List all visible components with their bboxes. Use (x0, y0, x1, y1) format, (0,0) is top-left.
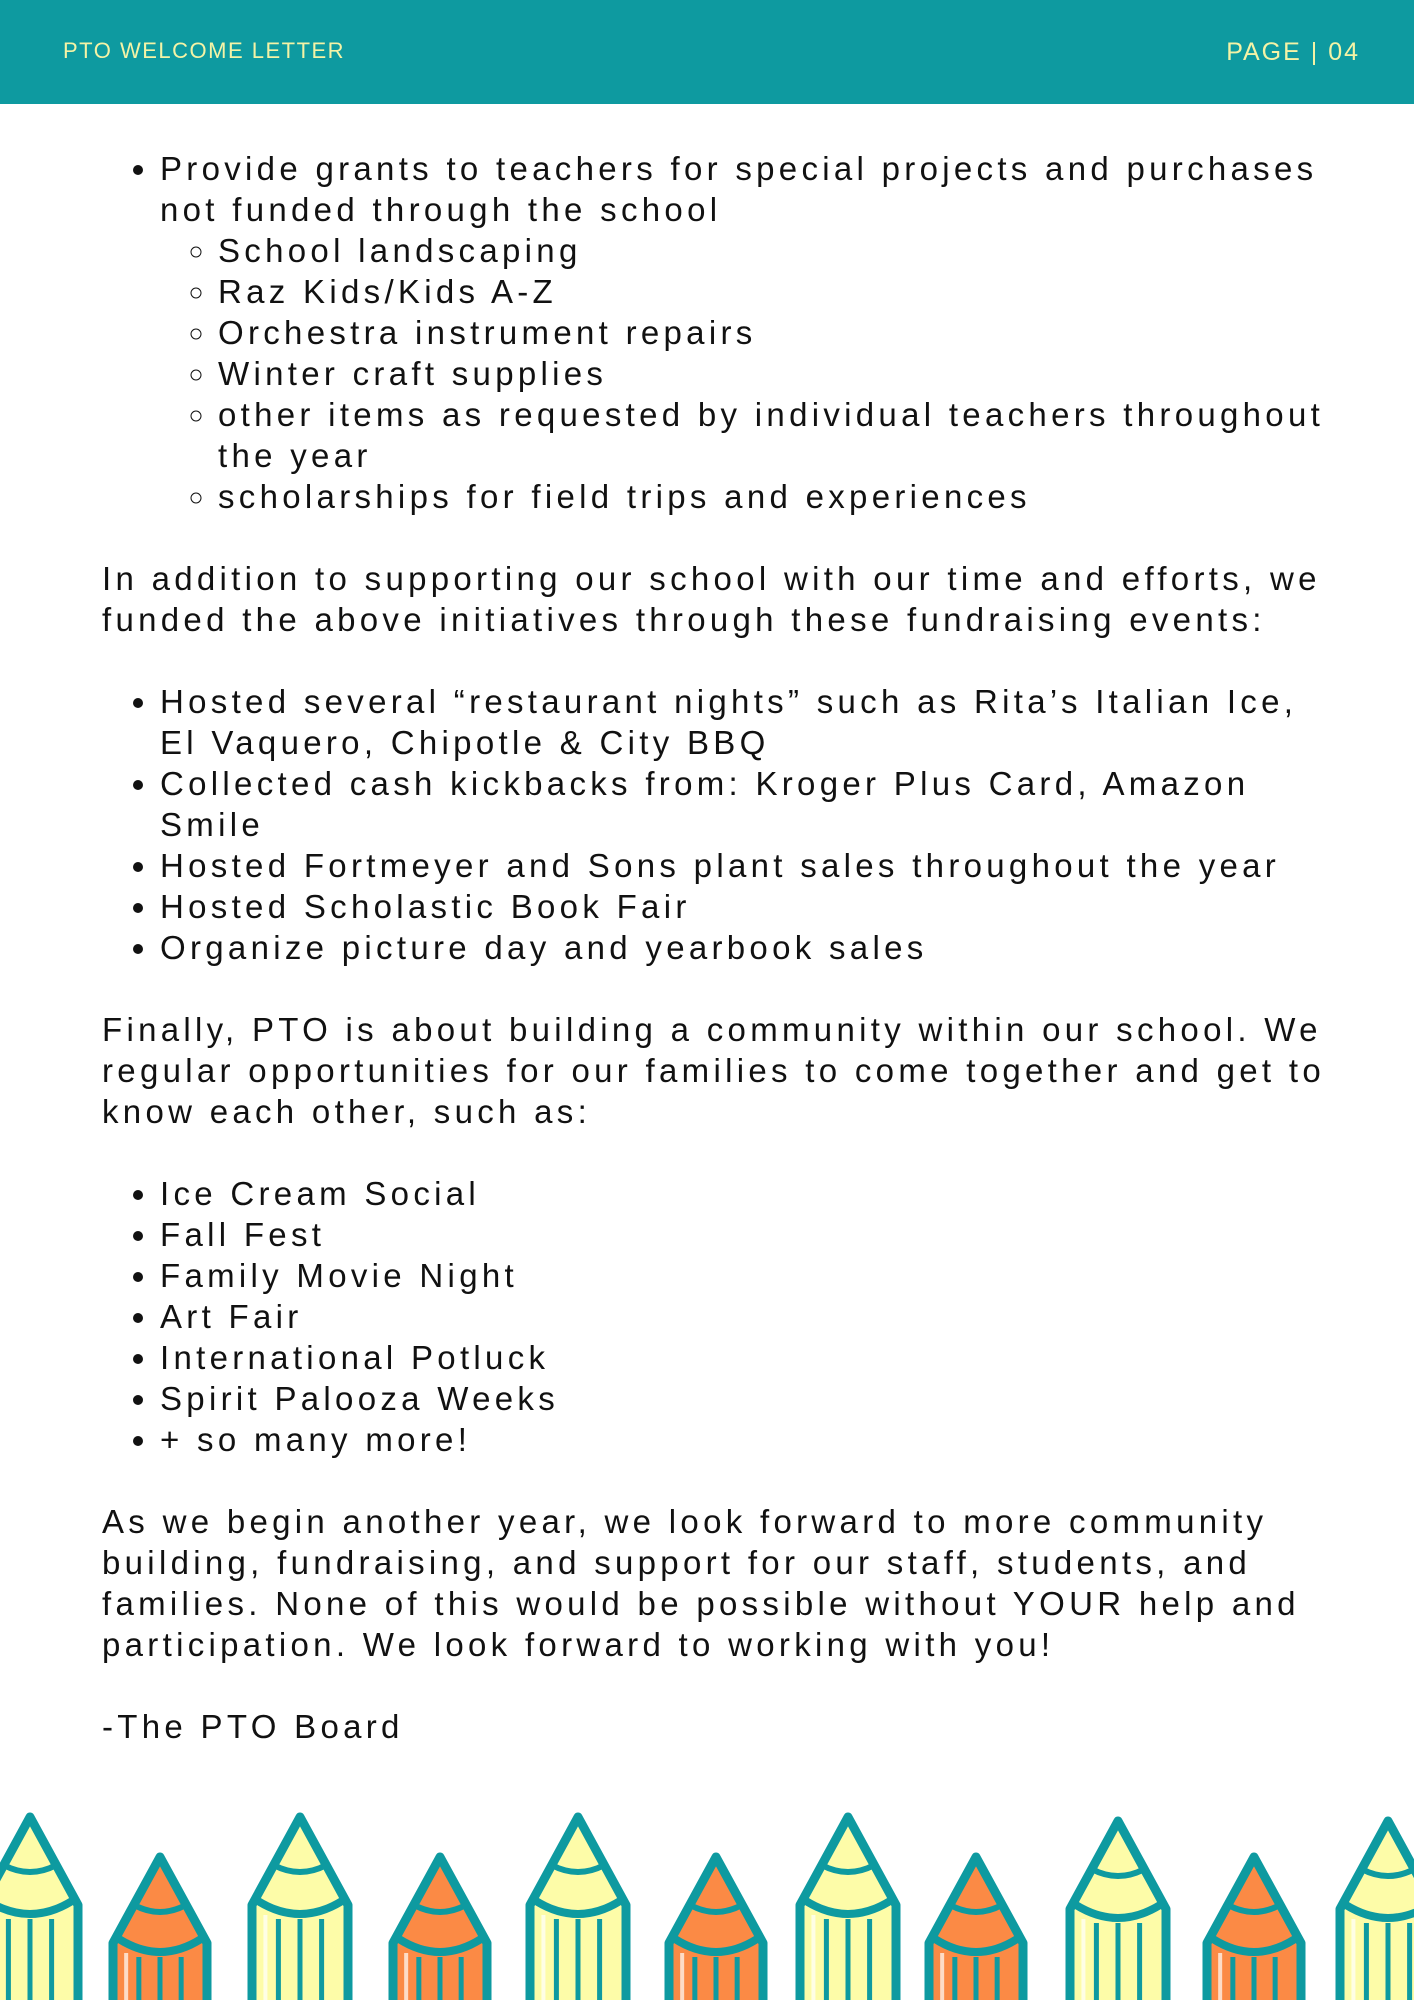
list-item: • Family Movie Night (160, 1255, 1332, 1296)
list-item: • Hosted Scholastic Book Fair (160, 886, 1332, 927)
list-item: • Art Fair (160, 1296, 1332, 1337)
pencil-icon (252, 1817, 348, 2000)
grants-item-text: Provide grants to teachers for special projects and purchases not funded through the school (160, 150, 1318, 228)
pencil-icon (393, 1857, 487, 2000)
letter-body (102, 148, 1332, 1747)
sublist-item: ◦ School landscaping (218, 230, 1332, 271)
sublist-item: ◦ Orchestra instrument repairs (218, 312, 1332, 353)
page-header (0, 0, 1414, 104)
sublist-item: ◦ scholarships for field trips and experiences (218, 476, 1332, 517)
fundraising-intro: In addition to supporting our school with our time and efforts, we funded the above initiatives through these fundraising events: (102, 560, 1321, 638)
list-item: • International Potluck (160, 1337, 1332, 1378)
grants-list (102, 148, 1332, 517)
list-item: • Spirit Palooza Weeks (160, 1378, 1332, 1419)
list-item: • Organize picture day and yearbook sales (160, 927, 1332, 968)
signature: -The PTO Board (102, 1708, 404, 1745)
sublist-item: ◦ Winter craft supplies (218, 353, 1332, 394)
list-item: • Hosted several “restaurant nights” such as Rita’s Italian Ice, El Vaquero, Chipotle & City BBQ (160, 681, 1332, 763)
pencil-icon (800, 1817, 896, 2000)
pencil-icon (113, 1857, 207, 2000)
closing-paragraph: As we begin another year, we look forward to more community building, fundraising, and support for our staff, students, and families. None of this would be possible without YOUR help and participation. We look forward to working with you! (102, 1503, 1300, 1663)
pencil-icon (530, 1817, 626, 2000)
pencil-icon (929, 1857, 1023, 2000)
fundraising-list (102, 681, 1332, 968)
list-item (160, 148, 1332, 517)
list-item: • Fall Fest (160, 1214, 1332, 1255)
list-item: • Collected cash kickbacks from: Kroger Plus Card, Amazon Smile (160, 763, 1332, 845)
pencil-border (0, 1795, 1414, 2000)
sublist-item: ◦ Raz Kids/Kids A-Z (218, 271, 1332, 312)
pencil-icon (1207, 1857, 1301, 2000)
pencil-icon (0, 1817, 78, 2000)
grants-sublist (160, 230, 1332, 517)
pencil-icon (1070, 1821, 1166, 2000)
list-item: • + so many more! (160, 1419, 1332, 1460)
sublist-item: ◦ other items as requested by individual teachers throughout the year (218, 394, 1332, 476)
community-list (102, 1173, 1332, 1460)
community-intro: Finally, PTO is about building a community within our school. We regular opportunities for our families to come together and get to know each other, such as: (102, 1011, 1325, 1130)
letter-title: PTO WELCOME LETTER (63, 38, 346, 63)
list-item: • Ice Cream Social (160, 1173, 1332, 1214)
page-number: PAGE | 04 (1226, 38, 1360, 66)
pencil-icon (669, 1857, 763, 2000)
list-item: • Hosted Fortmeyer and Sons plant sales throughout the year (160, 845, 1332, 886)
pencil-icon (1340, 1821, 1414, 2000)
